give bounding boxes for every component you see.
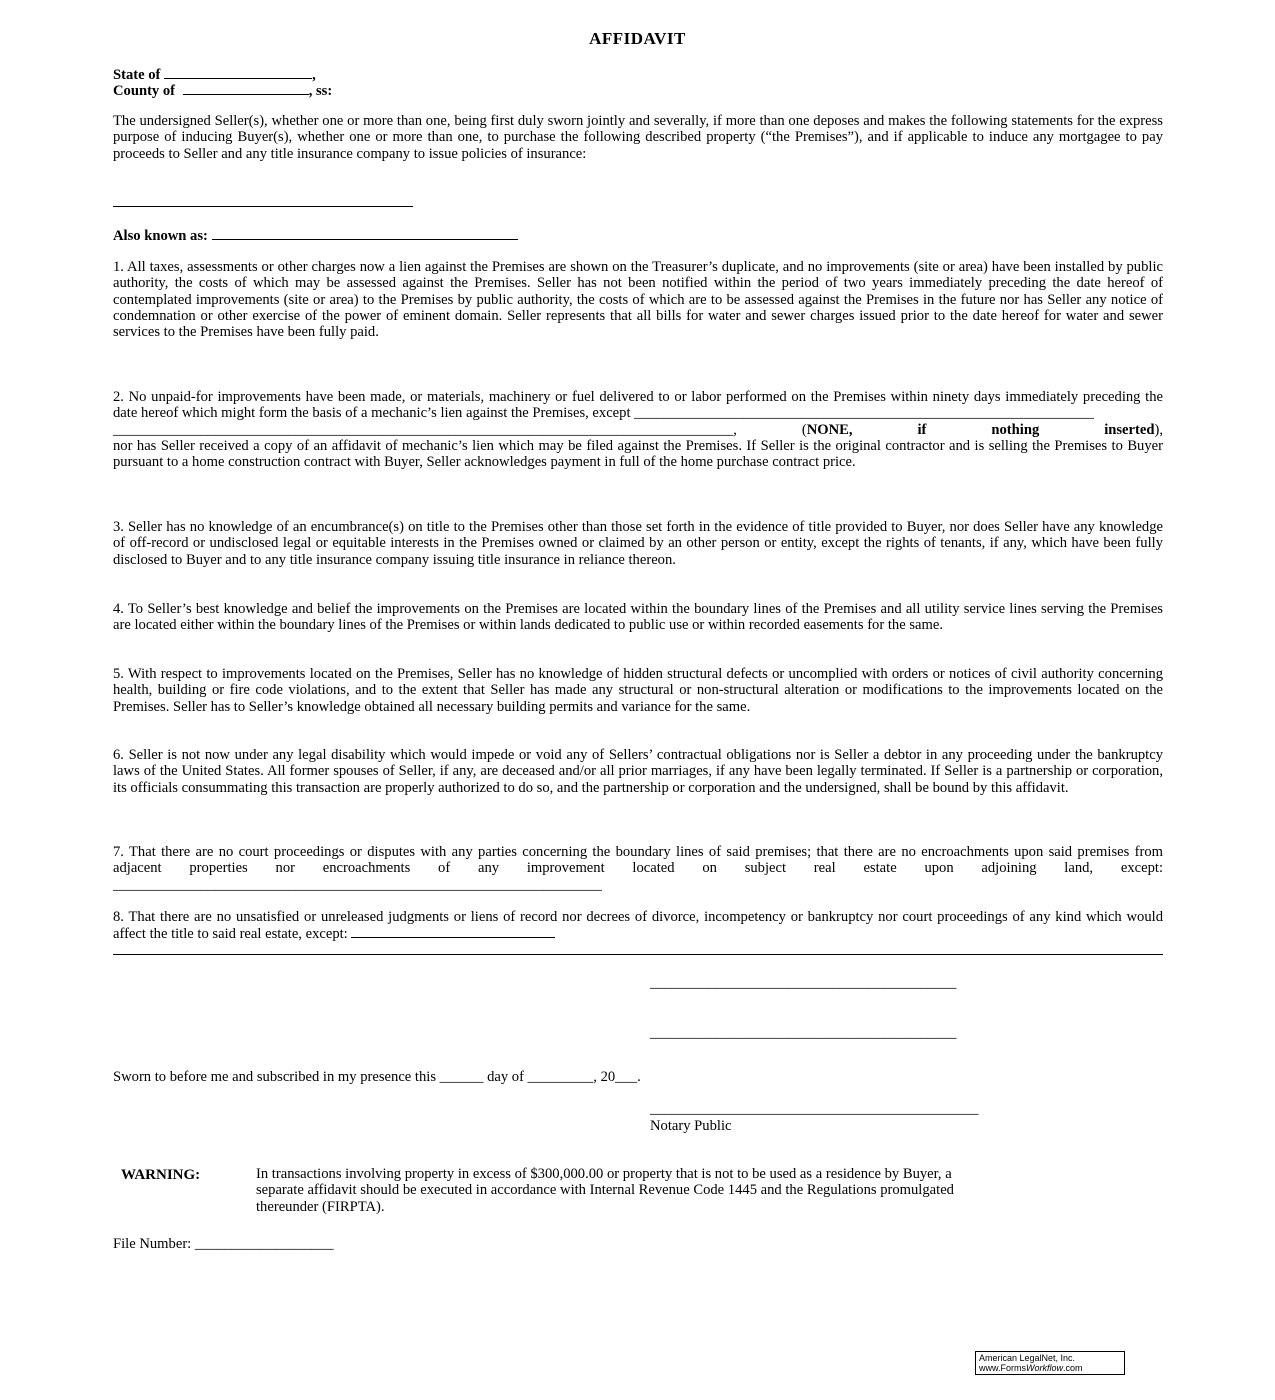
also-known-as-line	[113, 227, 518, 244]
seller-signature-line-1[interactable]: __________________________________________	[650, 975, 957, 991]
paragraph-2-part-2: nor has Seller received a copy of an affidavit of mechanic’s lien which may be filed against the Premises. If Seller is the original contractor and is selling the Premises to Buyer pursuant to a home construction contract with Buyer, Seller acknowledges payment in full of the home purchase contract price.	[113, 437, 1163, 471]
state-label: State of	[113, 67, 161, 83]
none-note: NONE, if nothing inserted	[806, 421, 1155, 438]
county-label: County of	[113, 83, 176, 99]
paragraph-2-blank-1[interactable]: _______________________________________________________________	[634, 405, 1094, 422]
warning-text: In transactions involving property in excess of $300,000.00 or property that is not to be used as a residence by Buyer, a separate affidavit should be executed in accordance with Internal Revenue Code 1445 and the Regulations promulgated thereunder (FIRPTA).	[256, 1166, 954, 1215]
sworn-statement: Sworn to before me and subscribed in my presence this ______ day of _________, 20___.	[113, 1069, 641, 1085]
none-suffix: ),	[1154, 421, 1163, 438]
property-description-field[interactable]	[113, 206, 413, 207]
intro-paragraph: The undersigned Seller(s), whether one or more than one, being first duly sworn jointly and severally, if more than one deposes and makes the following statements for the express purpose of inducing Buyer(s), whether one or more than one, to purchase the following described property (“the Premises”), and if applicable to induce any mortgagee to pay proceeds to Seller and any title insurance company to issue policies of insurance:	[113, 113, 1163, 162]
notary-signature-line[interactable]: _____________________________________________	[650, 1101, 979, 1117]
county-suffix: , ss:	[308, 83, 333, 99]
paragraph-7: 7. That there are no court proceedings or disputes with any parties concerning the boundary lines of said premises; that there are no encroachments upon said premises from adjacent properties nor encroachments of any improvement located on subject real estate upon adjoining land, except: ___________________________________________________________________	[113, 844, 1163, 893]
state-field[interactable]	[164, 66, 312, 79]
seller-signature-line-2[interactable]: __________________________________________	[650, 1025, 957, 1041]
logo-url: www.FormsWorkflow.com	[979, 1363, 1083, 1373]
paragraph-2-blank-2[interactable]: _____________________________________________________________________________________	[113, 421, 734, 438]
also-known-as-label: Also known as:	[113, 228, 208, 244]
notary-public-label: Notary Public	[650, 1118, 732, 1134]
none-prefix: , (	[733, 421, 807, 438]
county-line	[113, 82, 332, 99]
document-title: AFFIDAVIT	[589, 29, 686, 48]
paragraph-5: 5. With respect to improvements located on the Premises, Seller has no knowledge of hidden structural defects or uncomplied with orders or notices of civil authority concerning health, building or fire code violations, and to the extent that Seller has made any structural or non-structural alteration or modifications to the improvements located on the Premises. Seller has to Seller’s knowledge obtained all necessary building permits and variance for the same.	[113, 666, 1163, 715]
state-line	[113, 66, 316, 83]
paragraph-6: 6. Seller is not now under any legal disability which would impede or void any of Sellers’ contractual obligations nor is Seller a debtor in any proceeding under the bankruptcy laws of the United States. All former spouses of Seller, if any, are deceased and/or all prior marriages, if any have been legally terminated. If Seller is a partnership or corporation, its officials consummating this transaction are properly authorized to do so, and the partnership or corporation and the undersigned, shall be bound by this affidavit.	[113, 747, 1163, 796]
state-comma: ,	[312, 67, 316, 83]
paragraph-8-field[interactable]	[351, 925, 555, 938]
file-number-field[interactable]: File Number: ___________________	[113, 1236, 334, 1252]
american-legalnet-logo	[975, 1351, 1125, 1375]
paragraph-2	[113, 389, 1163, 470]
paragraph-8-text: 8. That there are no unsatisfied or unreleased judgments or liens of record nor decrees of divorce, incompetency or bankruptcy nor court proceedings of any kind which would affect the title to said real estate, except:	[113, 909, 1163, 943]
paragraph-4: 4. To Seller’s best knowledge and belief the improvements on the Premises are located within the boundary lines of the Premises and all utility service lines serving the Premises are located either within the boundary lines of the Premises or within lands dedicated to public use or within recorded easements for the same.	[113, 601, 1163, 634]
paragraph-3: 3. Seller has no knowledge of an encumbrance(s) on title to the Premises other than those set forth in the evidence of title provided to Buyer, nor does Seller have any knowledge of off-record or undisclosed legal or equitable interests in the Premises owned or claimed by an other person or entity, except the rights of tenants, if any, which have been fully disclosed to Buyer and to any title insurance company issuing title insurance in reliance thereon.	[113, 519, 1163, 568]
logo-company: American LegalNet, Inc.	[979, 1353, 1076, 1363]
warning-label: WARNING:	[121, 1167, 201, 1183]
paragraph-8-extra-line[interactable]	[113, 954, 1163, 955]
county-field[interactable]	[183, 82, 309, 95]
paragraph-2-blank-line	[113, 422, 1163, 438]
paragraph-8	[113, 909, 1163, 943]
also-known-as-field[interactable]	[212, 227, 518, 240]
paragraph-2-part-1: 2. No unpaid-for improvements have been made, or materials, machinery or fuel delivered to or labor performed on the Premises within ninety days immediately preceding the date hereof which might form the basis of a mechanic’s lien against the Premises, except	[113, 389, 1163, 422]
paragraph-1: 1. All taxes, assessments or other charges now a lien against the Premises are shown on the Treasurer’s duplicate, and no improvements (site or area) have been installed by public authority, the costs of which may be assessed against the Premises. Seller has not been notified within the period of two years immediately preceding the date hereof of contemplated improvements (site or area) to the Premises by public authority, the costs of which are to be assessed against the Premises in the future nor has Seller any notice of condemnation or other exercise of the power of eminent domain. Seller represents that all bills for water and sewer charges issued prior to the date hereof for water and sewer services to the Premises have been fully paid.	[113, 259, 1163, 341]
